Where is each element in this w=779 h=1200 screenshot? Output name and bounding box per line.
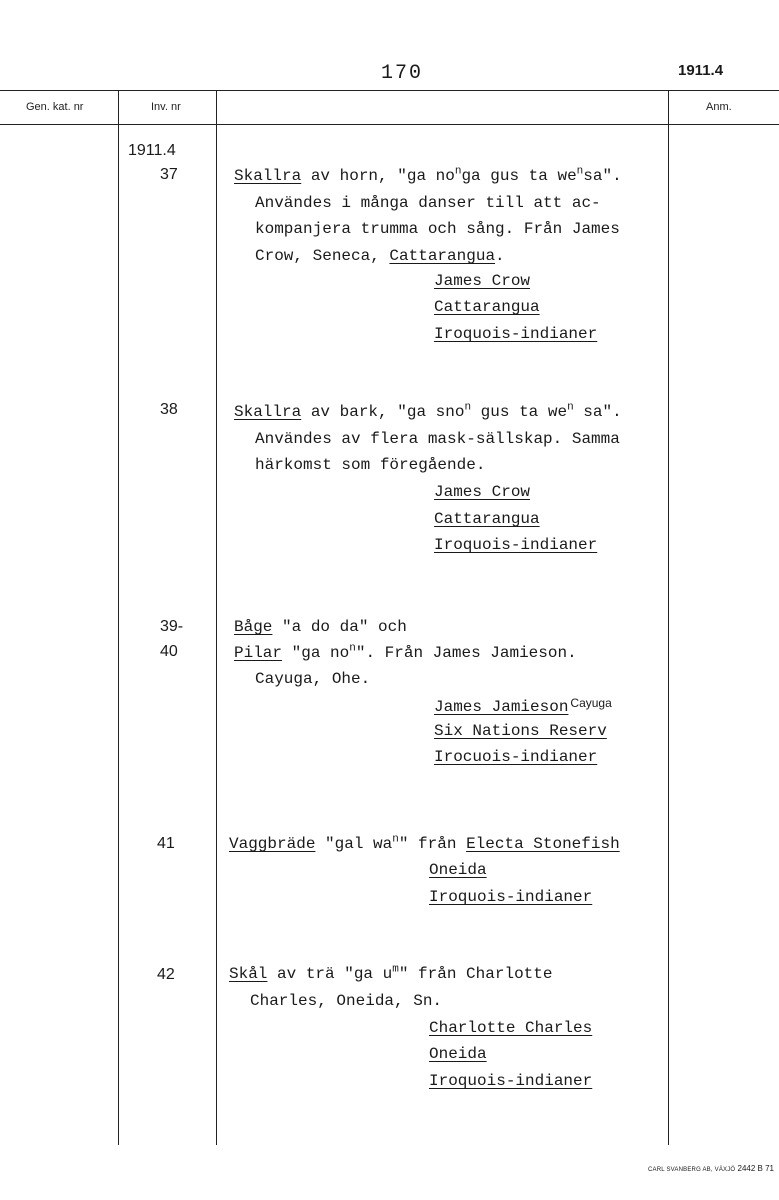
- page-number: 170: [381, 62, 424, 85]
- entry-line: kompanjera trumma och sång. Från James: [255, 220, 620, 238]
- entry-line: Cayuga, Ohe.: [255, 670, 371, 688]
- header-bottom-rule: [0, 124, 779, 125]
- tag-group: Iroquois-indianer: [434, 325, 598, 343]
- inventory-number: 39-: [160, 618, 184, 635]
- entry-line: härkomst som föregående.: [255, 456, 486, 474]
- tag-group: Iroquois-indianer: [429, 888, 593, 906]
- entry-line: Skål av trä "ga $u^m$" från Charlotte: [229, 963, 553, 983]
- entry-line: Vaggbräde "gal $wa^n$" från Electa Stonefish: [229, 833, 620, 853]
- column-header-inv: Inv. nr: [151, 101, 181, 113]
- tag-place: Oneida: [429, 861, 487, 879]
- header-top-rule: [0, 90, 779, 91]
- inventory-number: 38: [160, 401, 178, 418]
- tag-person: James Crow: [434, 272, 531, 290]
- inventory-number: 42: [157, 966, 175, 983]
- inventory-number: 41: [157, 835, 175, 852]
- printer-imprint: CARL SVANBERG AB, VÄXJÖ 2442 B 71: [648, 1164, 775, 1173]
- entry-line: Crow, Seneca, Cattarangua.: [255, 247, 505, 265]
- tag-person: James Jamieson $^{Cayuga}$: [434, 696, 612, 716]
- object-name: Pilar: [234, 644, 283, 662]
- tag-place: Cattarangua: [434, 298, 540, 316]
- entry-line: Användes i många danser till att ac-: [255, 194, 601, 212]
- tag-place: Cattarangua: [434, 510, 540, 528]
- tag-place: Six Nations Reserv: [434, 722, 607, 740]
- entry-line: Båge "a do da" och: [234, 618, 407, 636]
- object-name: Båge: [234, 618, 273, 636]
- column-rule-1: [118, 90, 119, 1145]
- inventory-number: 37: [160, 166, 178, 183]
- column-header-anm: Anm.: [706, 101, 732, 113]
- inventory-year: 1911.4: [128, 142, 176, 159]
- object-name: Skallra: [234, 167, 302, 185]
- inventory-number: 40: [160, 643, 178, 660]
- tag-person: James Crow: [434, 483, 531, 501]
- entry-line: Användes av flera mask-sällskap. Samma: [255, 430, 620, 448]
- column-header-gen-kat: Gen. kat. nr: [26, 101, 84, 113]
- tag-group: Iroquois-indianer: [434, 536, 598, 554]
- handwritten-note: Cayuga: [570, 696, 612, 710]
- catalog-reference: 1911.4: [678, 62, 724, 79]
- object-name: Skallra: [234, 403, 302, 421]
- object-name: Vaggbräde: [229, 835, 316, 853]
- entry-line: Skallra av bark, "ga sno$^n$ gus ta $we^n$ sa".: [234, 401, 622, 421]
- entry-line: Pilar "ga $no^n$". Från James Jamieson.: [234, 642, 577, 662]
- tag-group: Irocuois-indianer: [434, 748, 598, 766]
- object-name: Skål: [229, 965, 268, 983]
- tag-person: Charlotte Charles: [429, 1019, 593, 1037]
- tag-group: Iroquois-indianer: [429, 1072, 593, 1090]
- entry-line: Skallra av horn, "ga $no^nga$ gus ta $we^nsa$".: [234, 165, 622, 185]
- place-name: Cattarangua: [389, 247, 496, 265]
- column-rule-2: [216, 90, 217, 1145]
- person-name: Electa Stonefish: [466, 835, 620, 853]
- column-rule-3: [668, 90, 669, 1145]
- tag-place: Oneida: [429, 1045, 487, 1063]
- entry-line: Charles, Oneida, Sn.: [250, 992, 443, 1010]
